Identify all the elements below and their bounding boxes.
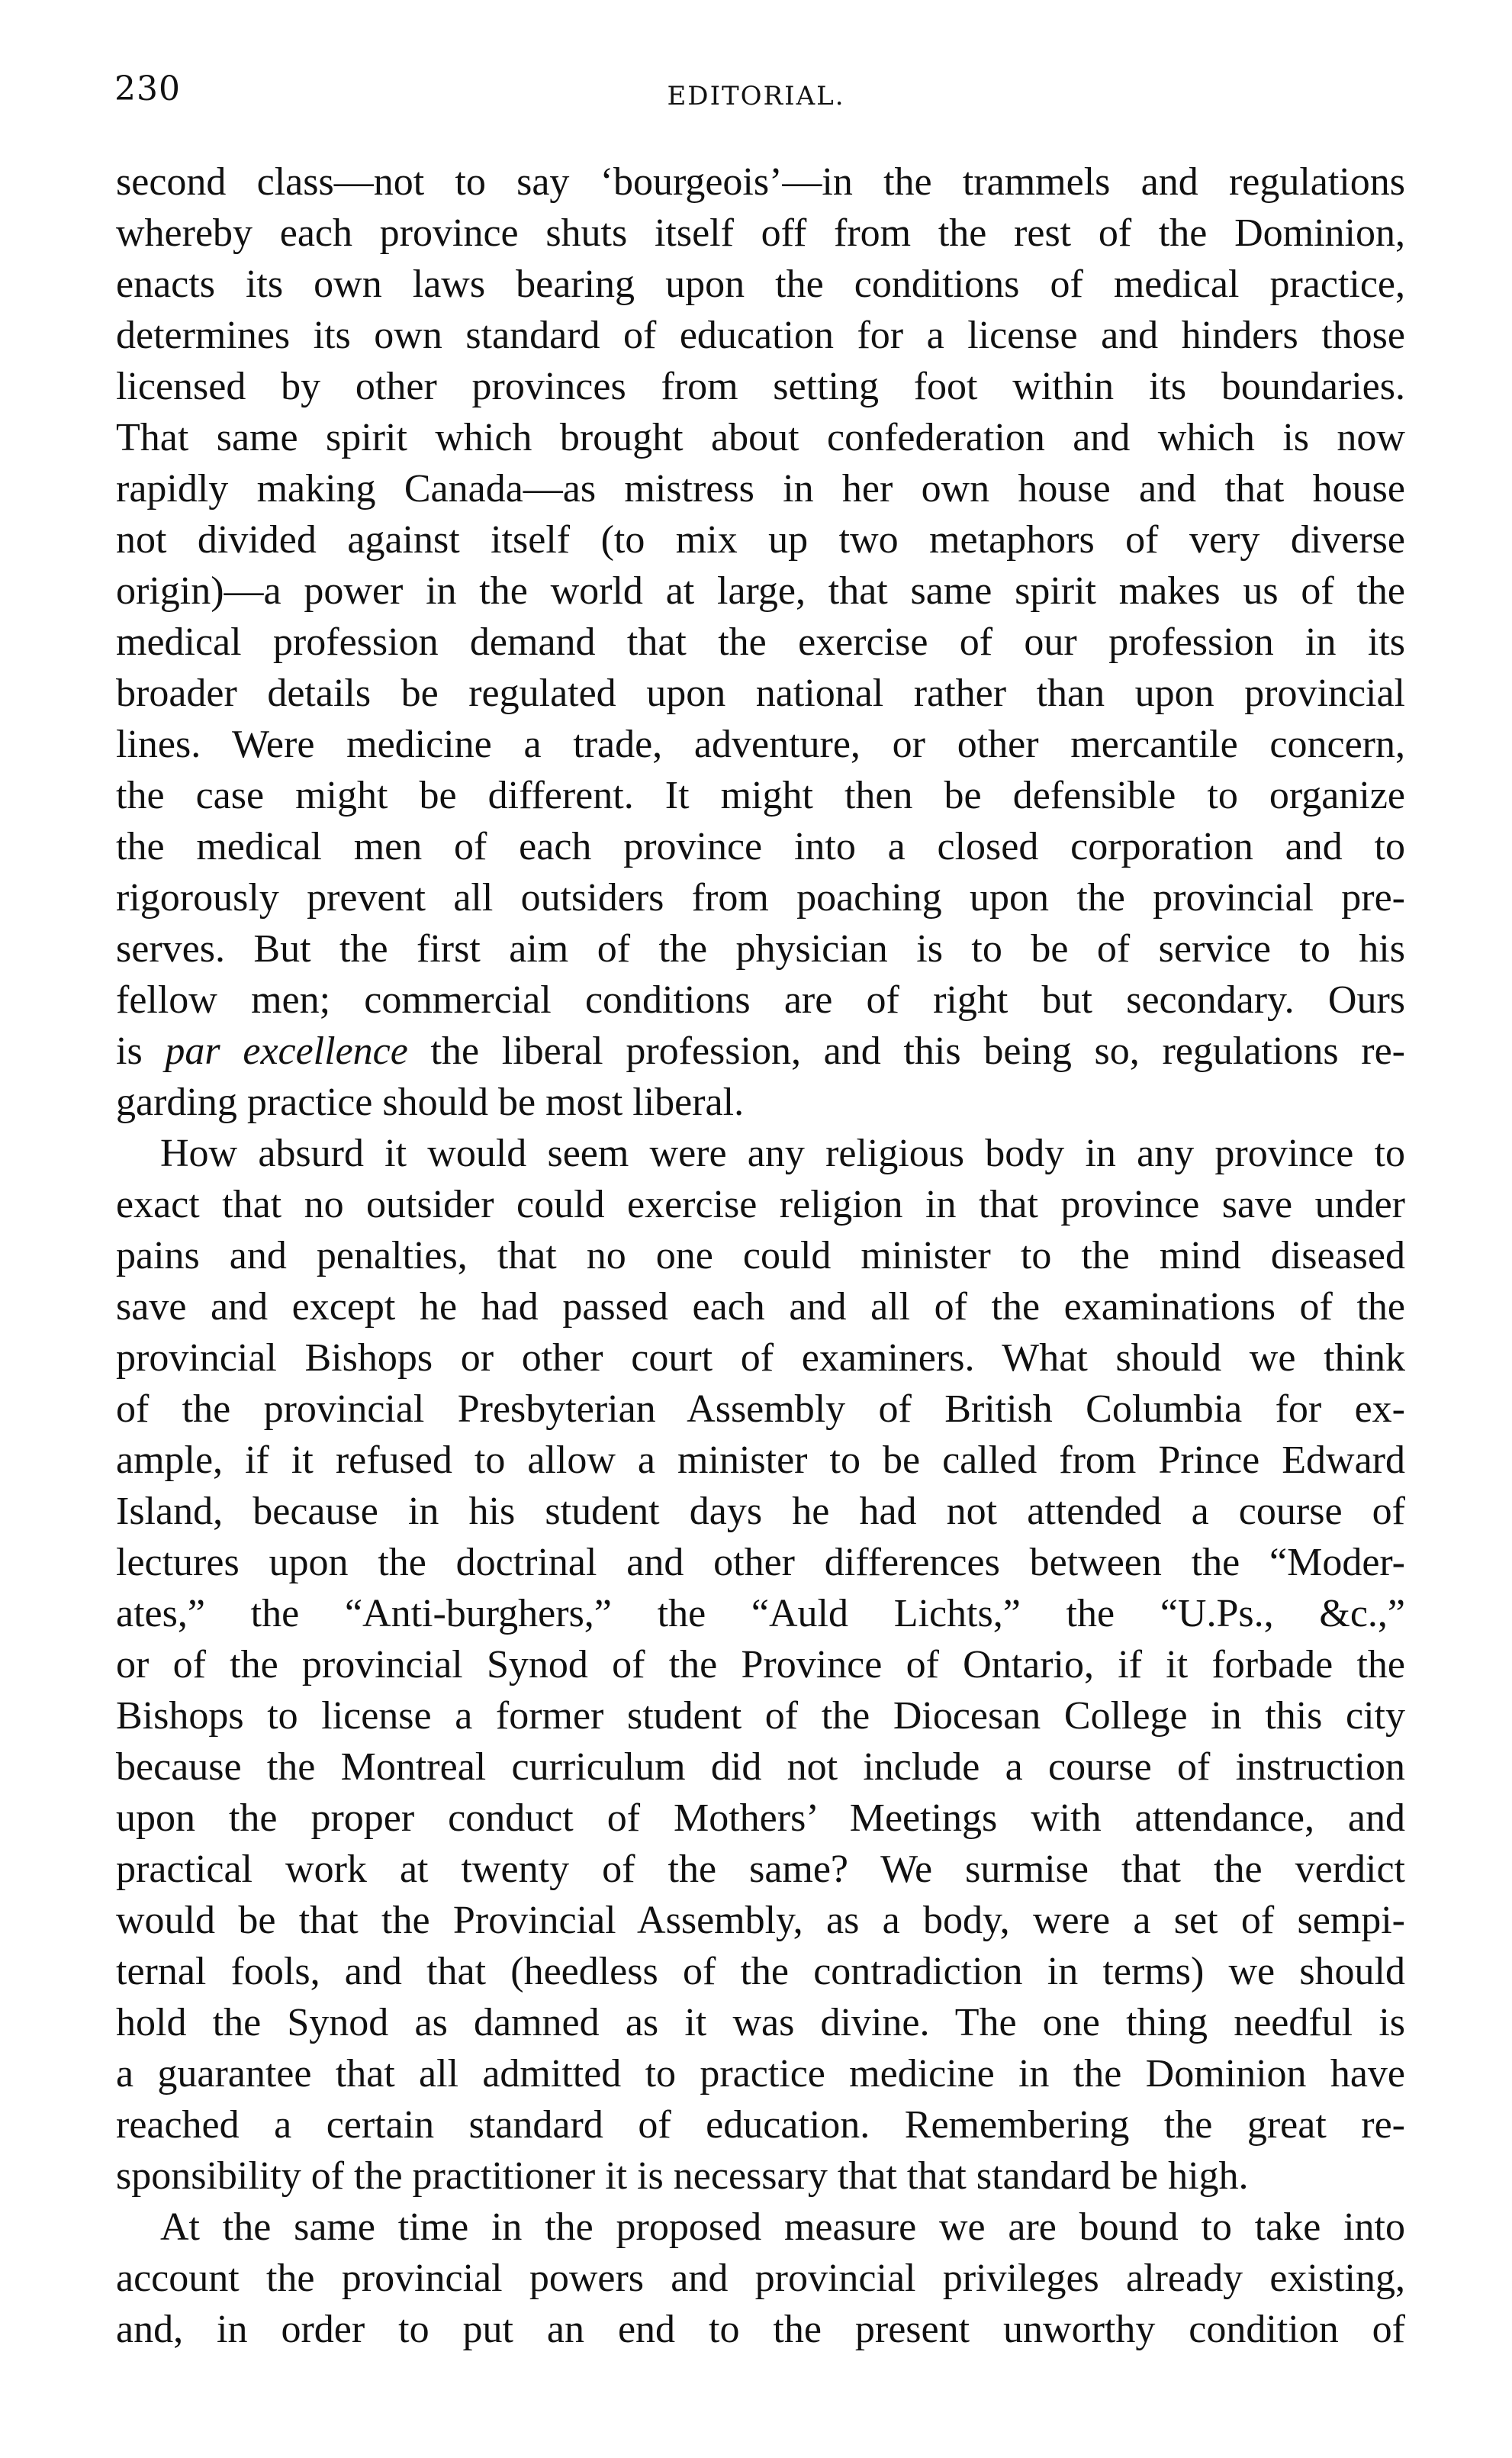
text-line: enacts its own laws bearing upon the conditions of medical practice, (116, 263, 1405, 306)
text-line: save and except he had passed each and all of the examinations of the (116, 1285, 1405, 1329)
paragraph-start-line: How absurd it would seem were any religious body in any province to (160, 1132, 1405, 1175)
text-line: reached a certain standard of education. Remembering the great re- (116, 2103, 1405, 2147)
text-line: would be that the Provincial Assembly, as a body, were a set of sempi- (116, 1899, 1405, 1942)
text-line: pains and penalties, that no one could minister to the mind diseased (116, 1234, 1405, 1277)
text-line: the medical men of each province into a closed corporation and to (116, 825, 1405, 868)
page-header (0, 69, 1512, 126)
paragraph-start-line: At the same time in the proposed measure we are bound to take into (160, 2205, 1405, 2249)
italic-phrase: par excellence (165, 1029, 408, 1073)
text-line-with-italic (116, 1026, 1405, 1077)
text-line: and, in order to put an end to the present unworthy condition of (116, 2308, 1405, 2351)
text-line: ternal fools, and that (heedless of the contradiction in terms) we should (116, 1950, 1405, 1993)
text-line: sponsibility of the practitioner it is necessary that that standard be high. (116, 2154, 1249, 2198)
text-line: lectures upon the doctrinal and other differences between the “Moder- (116, 1541, 1405, 1584)
text-line: rigorously prevent all outsiders from poaching upon the provincial pre- (116, 876, 1405, 920)
body-text (116, 156, 1405, 2355)
text-line: the case might be different. It might then be defensible to organize (116, 774, 1405, 817)
text-line: practical work at twenty of the same? We surmise that the verdict (116, 1848, 1405, 1891)
text-line: rapidly making Canada—as mistress in her own house and that house (116, 467, 1405, 511)
line-segment: the liberal profession, and this being so, regulations re- (407, 1029, 1405, 1073)
text-line: medical profession demand that the exercise of our profession in its (116, 620, 1405, 664)
text-line: That same spirit which brought about confederation and which is now (116, 416, 1405, 459)
text-line: a guarantee that all admitted to practice medicine in the Dominion have (116, 2052, 1405, 2096)
text-line: Island, because in his student days he had not attended a course of (116, 1490, 1405, 1533)
text-line: determines its own standard of education for a license and hinders those (116, 314, 1405, 357)
text-line: serves. But the first aim of the physician is to be of service to his (116, 927, 1405, 971)
text-line: hold the Synod as damned as it was divine. The one thing needful is (116, 2001, 1405, 2044)
text-line: account the provincial powers and provincial privileges already existing, (116, 2257, 1405, 2300)
text-line: Bishops to license a former student of the Diocesan College in this city (116, 1694, 1405, 1738)
text-line: garding practice should be most liberal. (116, 1081, 745, 1124)
running-title: EDITORIAL. (667, 81, 845, 111)
text-line: broader details be regulated upon national rather than upon provincial (116, 672, 1405, 715)
text-line: ates,” the “Anti-burghers,” the “Auld Lichts,” the “U.Ps., &c.,” (116, 1592, 1405, 1635)
text-line: lines. Were medicine a trade, adventure, or other mercantile concern, (116, 723, 1405, 766)
text-line: origin)—a power in the world at large, that same spirit makes us of the (116, 569, 1405, 613)
text-line: ample, if it refused to allow a minister to be called from Prince Edward (116, 1438, 1405, 1482)
text-line: not divided against itself (to mix up two metaphors of very diverse (116, 518, 1405, 562)
text-line: fellow men; commercial conditions are of right but secondary. Ours (116, 978, 1405, 1022)
text-line: exact that no outsider could exercise religion in that province save under (116, 1183, 1405, 1226)
text-line: second class—not to say ‘bourgeois’—in the trammels and regulations (116, 160, 1405, 204)
line-segment: is (116, 1029, 166, 1073)
text-line: because the Montreal curriculum did not include a course of instruction (116, 1745, 1405, 1789)
text-line: or of the provincial Synod of the Province of Ontario, if it forbade the (116, 1643, 1405, 1686)
text-line: whereby each province shuts itself off from the rest of the Dominion, (116, 211, 1405, 255)
text-line: of the provincial Presbyterian Assembly of British Columbia for ex- (116, 1387, 1405, 1431)
text-line: upon the proper conduct of Mothers’ Meetings with attendance, and (116, 1796, 1405, 1840)
page-number: 230 (114, 69, 181, 108)
text-line: licensed by other provinces from setting foot within its boundaries. (116, 365, 1405, 408)
text-line: provincial Bishops or other court of examiners. What should we think (116, 1336, 1405, 1380)
